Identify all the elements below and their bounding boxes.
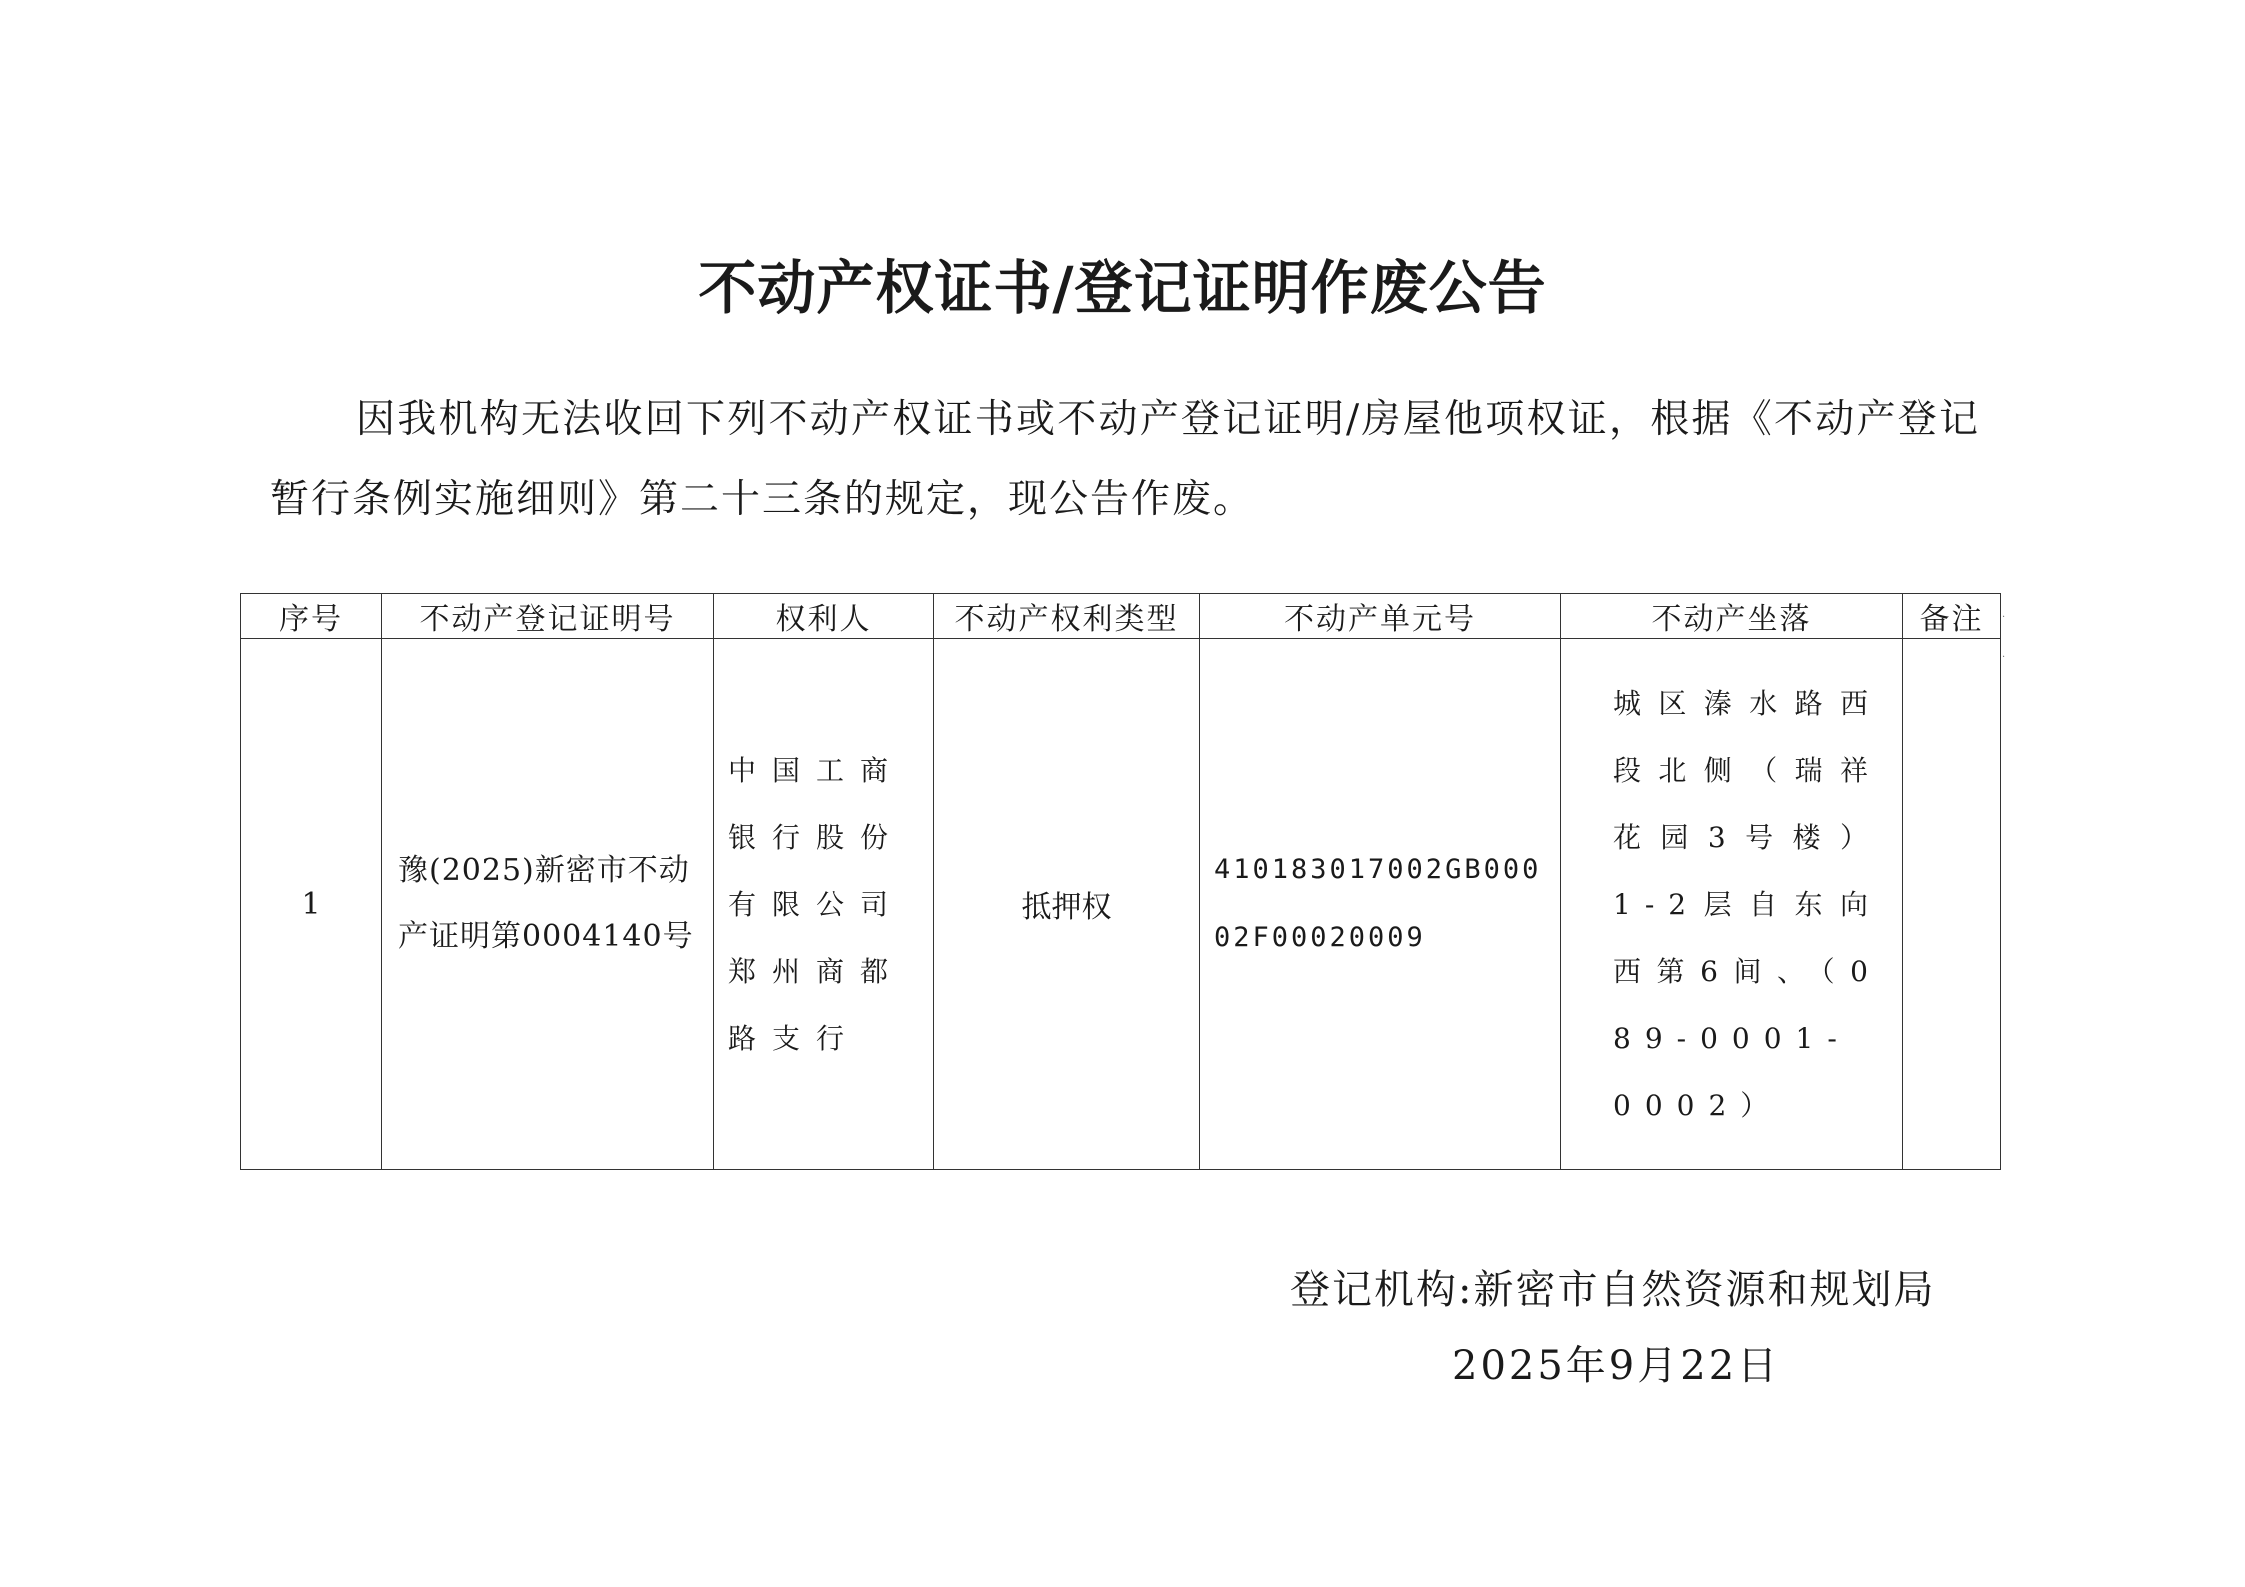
header-unit-no: 不动产单元号 (1200, 594, 1561, 639)
cell-unit-no: 410183017002GB00002F00020009 (1200, 639, 1561, 1170)
cell-index: 1 (241, 639, 382, 1170)
table-row (241, 639, 2001, 1170)
header-holder: 权利人 (714, 594, 934, 639)
header-index: 序号 (241, 594, 382, 639)
issuing-authority: 登记机构:新密市自然资源和规划局 (1290, 1267, 1936, 1313)
cell-right-type: 抵押权 (934, 639, 1200, 1170)
table-header-row (241, 594, 2001, 639)
header-remark: 备注 (1903, 594, 2001, 639)
cell-holder: 中国工商银行股份有限公司郑州商都路支行 (714, 639, 934, 1170)
void-certificate-table (240, 593, 2001, 1170)
cell-remark (1903, 639, 2001, 1170)
notice-body: 因我机构无法收回下列不动产权证书或不动产登记证明/房屋他项权证，根据《不动产登记暂行条例实施细则》第二十三条的规定，现公告作废。 (270, 397, 1980, 522)
cell-location: 城区溱水路西段北侧（瑞祥花园3号楼）1-2层自东向西第6间、（089-0001-0002） (1561, 639, 1903, 1170)
cell-certificate-no: 豫(2025)新密市不动产证明第0004140号 (382, 639, 714, 1170)
notice-title: 不动产权证书/登记证明作废公告 (698, 254, 1547, 322)
notice-date: 2025年9月22日 (1452, 1343, 1781, 1389)
corner-mark-top: · (2002, 612, 2006, 623)
header-right-type: 不动产权利类型 (934, 594, 1200, 639)
header-location: 不动产坐落 (1561, 594, 1903, 639)
corner-mark-bottom: · (2002, 652, 2006, 663)
header-certificate-no: 不动产登记证明号 (382, 594, 714, 639)
